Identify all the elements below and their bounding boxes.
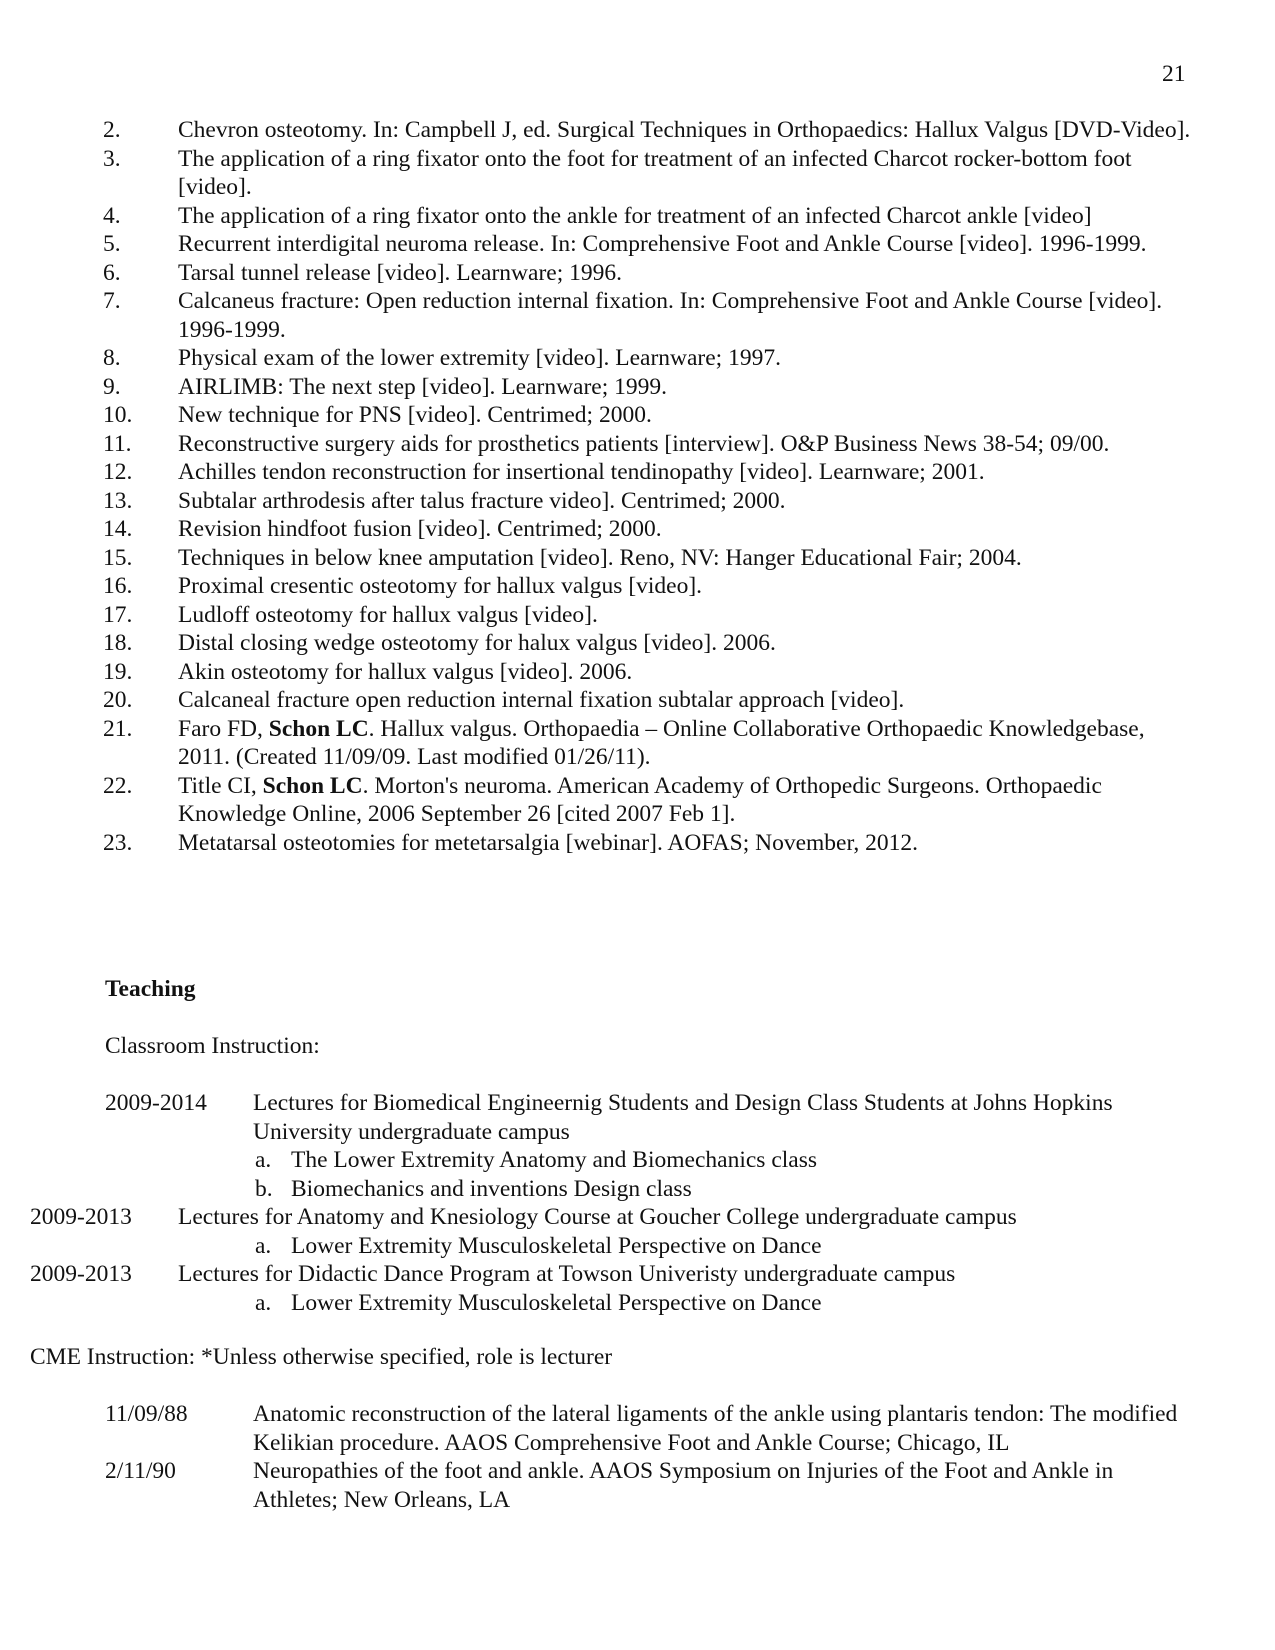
list-item-text-part: Subtalar arthrodesis after talus fracture video]. Centrimed; 2000. <box>178 487 786 514</box>
list-item <box>103 487 1193 516</box>
classroom-entry <box>0 1203 1275 1232</box>
list-item <box>103 829 1193 858</box>
subitem-letter: a. <box>255 1289 272 1316</box>
subitem-text: Lower Extremity Musculoskeletal Perspective on Dance <box>291 1289 822 1316</box>
cme-date: 2/11/90 <box>105 1458 176 1484</box>
list-item-text-part: Reconstructive surgery aids for prosthetics patients [interview]. O&P Business News 38-54; 09/00. <box>178 430 1110 457</box>
list-item-number: 10. <box>103 402 133 428</box>
list-item <box>103 230 1193 259</box>
classroom-subitem <box>255 1146 1275 1175</box>
list-item-number: 4. <box>103 202 121 229</box>
list-item-text-part: Techniques in below knee amputation [video]. Reno, NV: Hanger Educational Fair; 2004. <box>178 544 1022 571</box>
list-item <box>103 715 1193 772</box>
list-item <box>103 515 1193 544</box>
subitem-text: Lower Extremity Musculoskeletal Perspective on Dance <box>291 1232 822 1259</box>
list-item-text-part: Faro FD, <box>178 715 269 742</box>
list-item <box>103 116 1193 145</box>
cme-text: Anatomic reconstruction of the lateral ligaments of the ankle using plantaris tendon: The modified Kelikian procedure. AAOS Comprehensive Foot and Ankle Course; Chicago, IL <box>253 1401 1178 1456</box>
cme-date: 11/09/88 <box>105 1401 188 1427</box>
list-item <box>103 259 1193 288</box>
list-item-text <box>178 344 1193 373</box>
list-item-text <box>178 829 1193 858</box>
entry-date: 2009-2013 <box>30 1261 132 1287</box>
list-item-number: 11. <box>103 430 132 457</box>
entry-date: 2009-2014 <box>105 1090 207 1116</box>
list-item-text-part: Chevron osteotomy. In: Campbell J, ed. Surgical Techniques in Orthopaedics: Hallux Valgus [DVD-Video]. <box>178 117 1191 143</box>
cme-instruction-list <box>0 1400 1275 1514</box>
list-item-text <box>178 458 1193 487</box>
list-item-text-part: Revision hindfoot fusion [video]. Centrimed; 2000. <box>178 516 662 542</box>
list-item-text <box>178 601 1193 630</box>
list-item <box>103 629 1193 658</box>
list-item <box>103 287 1193 344</box>
list-item-text-part: Calcaneus fracture: Open reduction internal fixation. In: Comprehensive Foot and Ankle Course [video]. 1996-1999. <box>178 288 1163 343</box>
list-item-text-part: The application of a ring fixator onto the foot for treatment of an infected Charcot rocker-bottom foot [video]. <box>178 145 1132 200</box>
list-item <box>103 772 1193 829</box>
entry-text: Lectures for Biomedical Engineernig Students and Design Class Students at Johns Hopkins University undergraduate campus <box>253 1090 1113 1145</box>
list-item-text-part: Physical exam of the lower extremity [video]. Learnware; 1997. <box>178 345 781 371</box>
list-item-number: 19. <box>103 658 133 685</box>
list-item-text-part: Distal closing wedge osteotomy for halux valgus [video]. 2006. <box>178 630 776 656</box>
page-number: 21 <box>1162 61 1186 87</box>
list-item-number: 17. <box>103 601 133 628</box>
cme-entry <box>0 1457 1275 1514</box>
subitem-text: Biomechanics and inventions Design class <box>291 1175 692 1202</box>
list-item-text <box>178 658 1193 687</box>
author-name: Schon LC <box>268 715 369 742</box>
list-item-text <box>178 772 1193 829</box>
list-item-text <box>178 373 1193 402</box>
list-item-number: 23. <box>103 829 133 856</box>
list-item-text <box>178 116 1193 145</box>
entry-text: Lectures for Anatomy and Knesiology Course at Goucher College undergraduate campus <box>178 1204 1017 1230</box>
list-item-text-part: Title CI, <box>178 772 263 799</box>
list-item-text-part: Proximal cresentic osteotomy for hallux valgus [video]. <box>178 573 703 599</box>
list-item-text <box>178 145 1193 202</box>
subitem-letter: a. <box>255 1232 272 1259</box>
list-item-number: 8. <box>103 345 121 371</box>
list-item-number: 5. <box>103 231 121 257</box>
list-item-text <box>178 572 1193 601</box>
list-item <box>103 401 1193 430</box>
list-item-text-part: . Hallux valgus. Orthopaedia – Online Collaborative Orthopaedic Knowledgebase, 2011. (Created 11/09/09. Last modified 01/26/11). <box>178 715 1145 770</box>
list-item-text-part: Akin osteotomy for hallux valgus [video]. 2006. <box>178 658 633 685</box>
list-item <box>103 458 1193 487</box>
list-item-text <box>178 401 1193 430</box>
list-item-text-part: Ludloff osteotomy for hallux valgus [video]. <box>178 601 598 628</box>
list-item-text <box>178 259 1193 288</box>
list-item <box>103 658 1193 687</box>
list-item-text <box>178 629 1193 658</box>
list-item-text-part: Metatarsal osteotomies for metetarsalgia [webinar]. AOFAS; November, 2012. <box>178 829 918 856</box>
list-item-number: 20. <box>103 687 133 713</box>
classroom-subitem <box>255 1232 1275 1261</box>
list-item <box>103 544 1193 573</box>
list-item-text-part: Achilles tendon reconstruction for insertional tendinopathy [video]. Learnware; 2001. <box>178 459 985 485</box>
teaching-heading: Teaching <box>105 976 196 1002</box>
list-item-text-part: The application of a ring fixator onto the ankle for treatment of an infected Charcot ankle [video] <box>178 202 1092 229</box>
list-item-number: 14. <box>103 516 133 542</box>
list-item-text <box>178 715 1193 772</box>
list-item <box>103 373 1193 402</box>
media-list <box>103 116 1193 857</box>
list-item-number: 15. <box>103 544 133 571</box>
list-item-number: 12. <box>103 459 133 485</box>
cme-text: Neuropathies of the foot and ankle. AAOS Symposium on Injuries of the Foot and Ankle in Athletes; New Orleans, LA <box>253 1458 1114 1513</box>
list-item-text <box>178 230 1193 259</box>
list-item <box>103 430 1193 459</box>
cme-entry <box>0 1400 1275 1457</box>
classroom-subitem <box>255 1289 1275 1318</box>
list-item-number: 18. <box>103 630 133 656</box>
list-item-text-part: Recurrent interdigital neuroma release. In: Comprehensive Foot and Ankle Course [video]. 1996-1999. <box>178 231 1147 257</box>
list-item-number: 3. <box>103 145 121 172</box>
list-item <box>103 344 1193 373</box>
classroom-subitem <box>255 1175 1275 1204</box>
list-item <box>103 202 1193 231</box>
list-item-number: 16. <box>103 573 133 599</box>
list-item-number: 6. <box>103 259 121 286</box>
list-item-number: 2. <box>103 117 121 143</box>
list-item-text <box>178 515 1193 544</box>
entry-text: Lectures for Didactic Dance Program at Towson Univeristy undergraduate campus <box>178 1261 956 1287</box>
entry-date: 2009-2013 <box>30 1204 132 1230</box>
list-item-text <box>178 202 1193 231</box>
classroom-instruction-label: Classroom Instruction: <box>105 1033 320 1059</box>
list-item-text <box>178 544 1193 573</box>
list-item-text-part: New technique for PNS [video]. Centrimed; 2000. <box>178 402 652 428</box>
list-item <box>103 145 1193 202</box>
list-item-text <box>178 487 1193 516</box>
list-item-text <box>178 287 1193 344</box>
list-item-number: 7. <box>103 288 121 314</box>
subitem-letter: b. <box>255 1175 273 1202</box>
list-item-number: 13. <box>103 487 133 514</box>
list-item-text-part: AIRLIMB: The next step [video]. Learnware; 1999. <box>178 373 668 400</box>
list-item-text-part: Tarsal tunnel release [video]. Learnware; 1996. <box>178 259 622 286</box>
list-item <box>103 572 1193 601</box>
classroom-entry <box>0 1089 1275 1146</box>
classroom-instruction-list <box>0 1089 1275 1317</box>
list-item-text <box>178 686 1193 715</box>
list-item-text-part: Calcaneal fracture open reduction internal fixation subtalar approach [video]. <box>178 687 905 713</box>
list-item <box>103 601 1193 630</box>
list-item-text-part: . Morton's neuroma. American Academy of Orthopedic Surgeons. Orthopaedic Knowledge Online, 2006 September 26 [cited 2007 Feb 1]. <box>178 772 1102 827</box>
list-item <box>103 686 1193 715</box>
list-item-number: 22. <box>103 772 133 799</box>
author-name: Schon LC <box>262 772 363 799</box>
list-item-text <box>178 430 1193 459</box>
list-item-number: 21. <box>103 715 133 742</box>
cme-instruction-label: CME Instruction: *Unless otherwise specified, role is lecturer <box>30 1344 613 1370</box>
classroom-entry <box>0 1260 1275 1289</box>
subitem-letter: a. <box>255 1147 272 1173</box>
list-item-number: 9. <box>103 373 121 400</box>
subitem-text: The Lower Extremity Anatomy and Biomechanics class <box>291 1147 817 1173</box>
